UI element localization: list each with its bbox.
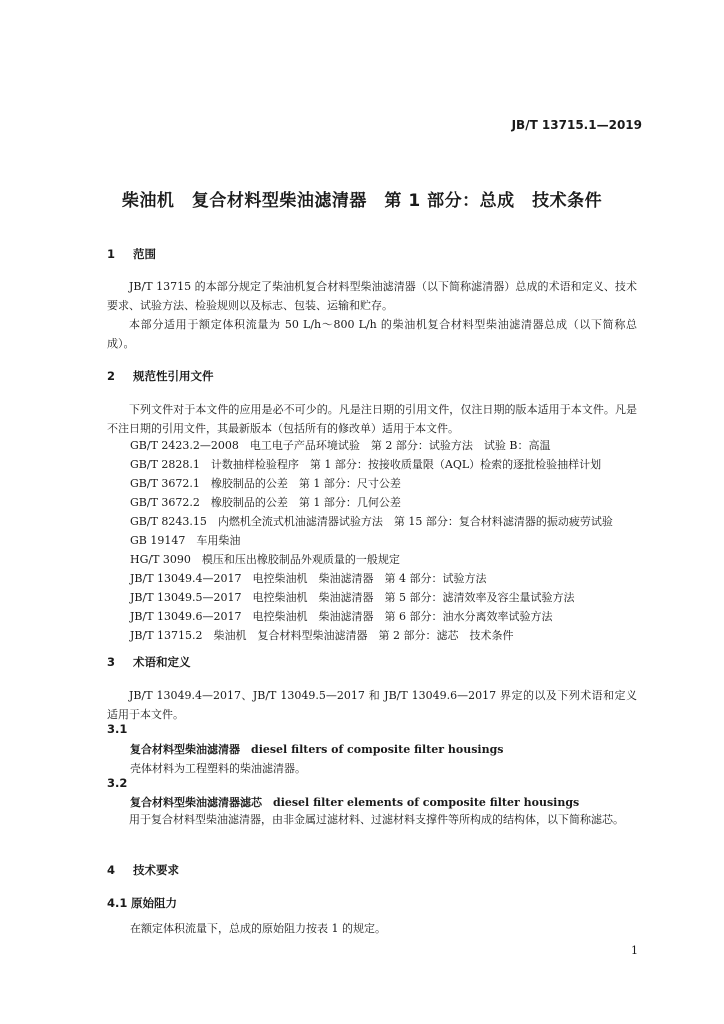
section-2-heading [107,368,214,384]
standard-code: JB/T 13715.1—2019 [511,118,642,132]
section-1-heading [107,246,156,262]
section-number: 1 [107,247,116,261]
section-3-heading [107,654,191,670]
term-3-2-number: 3.2 [107,776,128,790]
term-3-1-title: 复合材料型柴油滤清器 diesel filters of composite filter housings [130,743,504,756]
section-2-intro: 下列文件对于本文件的应用是必不可少的。凡是注日期的引用文件，仅注日期的版本适用于本文件。凡是不注日期的引用文件，其最新版本（包括所有的修改单）适用于本文件。 [107,403,637,435]
section-3-intro: JB/T 13049.4—2017、JB/T 13049.5—2017 和 JB/T 13049.6—2017 界定的以及下列术语和定义适用于本文件。 [107,689,637,721]
term-3-2-title: 复合材料型柴油滤清器滤芯 diesel filter elements of composite filter housings [130,796,580,809]
term-3-1-definition: 壳体材料为工程塑料的柴油滤清器。 [130,762,306,775]
section-4-heading [107,862,179,878]
section-title: 术语和定义 [133,655,191,669]
reference-item: GB/T 2828.1 计数抽样检验程序 第 1 部分：按接收质量限（AQL）检索的逐批检验抽样计划 [130,458,602,471]
reference-item: GB/T 3672.2 橡胶制品的公差 第 1 部分：几何公差 [130,496,401,509]
reference-item: JB/T 13715.2 柴油机 复合材料型柴油滤清器 第 2 部分：滤芯 技术条件 [130,629,514,642]
term-3-2-definition: 用于复合材料型柴油滤清器，由非金属过滤材料、过滤材料支撑件等所构成的结构体，以下简称滤芯。 [129,813,624,826]
reference-item: GB 19147 车用柴油 [130,534,241,547]
section-title: 技术要求 [133,863,179,877]
reference-item: GB/T 2423.2—2008 电工电子产品环境试验 第 2 部分：试验方法 试验 B：高温 [130,439,551,452]
reference-item: GB/T 3672.1 橡胶制品的公差 第 1 部分：尺寸公差 [130,477,401,490]
subsection-number: 4.1 [107,896,128,910]
reference-item: JB/T 13049.6—2017 电控柴油机 柴油滤清器 第 6 部分：油水分离效率试验方法 [130,610,553,623]
section-number: 3 [107,655,116,669]
document-title: 柴油机 复合材料型柴油滤清器 第 1 部分：总成 技术条件 [121,191,603,211]
section-title: 范围 [133,247,156,261]
subsection-title: 原始阻力 [131,896,177,910]
term-3-1-number: 3.1 [107,722,128,736]
reference-item: JB/T 13049.4—2017 电控柴油机 柴油滤清器 第 4 部分：试验方法 [130,572,487,585]
subsection-4-1-text: 在额定体积流量下，总成的原始阻力按表 1 的规定。 [130,922,386,935]
subsection-4-1-heading [107,895,177,911]
section-number: 2 [107,369,116,383]
section-1-paragraph-2: 本部分适用于额定体积流量为 50 L/h～800 L/h 的柴油机复合材料型柴油滤清器总成（以下简称总成）。 [107,318,637,350]
reference-item: GB/T 8243.15 内燃机全流式机油滤清器试验方法 第 15 部分：复合材料滤清器的振动疲劳试验 [130,515,613,528]
page-number: 1 [631,944,638,957]
reference-item: JB/T 13049.5—2017 电控柴油机 柴油滤清器 第 5 部分：滤清效率及容尘量试验方法 [130,591,575,604]
section-title: 规范性引用文件 [133,369,214,383]
section-1-paragraph-1: JB/T 13715 的本部分规定了柴油机复合材料型柴油滤清器（以下简称滤清器）总成的术语和定义、技术要求、试验方法、检验规则以及标志、包装、运输和贮存。 [107,280,637,312]
reference-item: HG/T 3090 模压和压出橡胶制品外观质量的一般规定 [130,553,400,566]
section-number: 4 [107,863,116,877]
